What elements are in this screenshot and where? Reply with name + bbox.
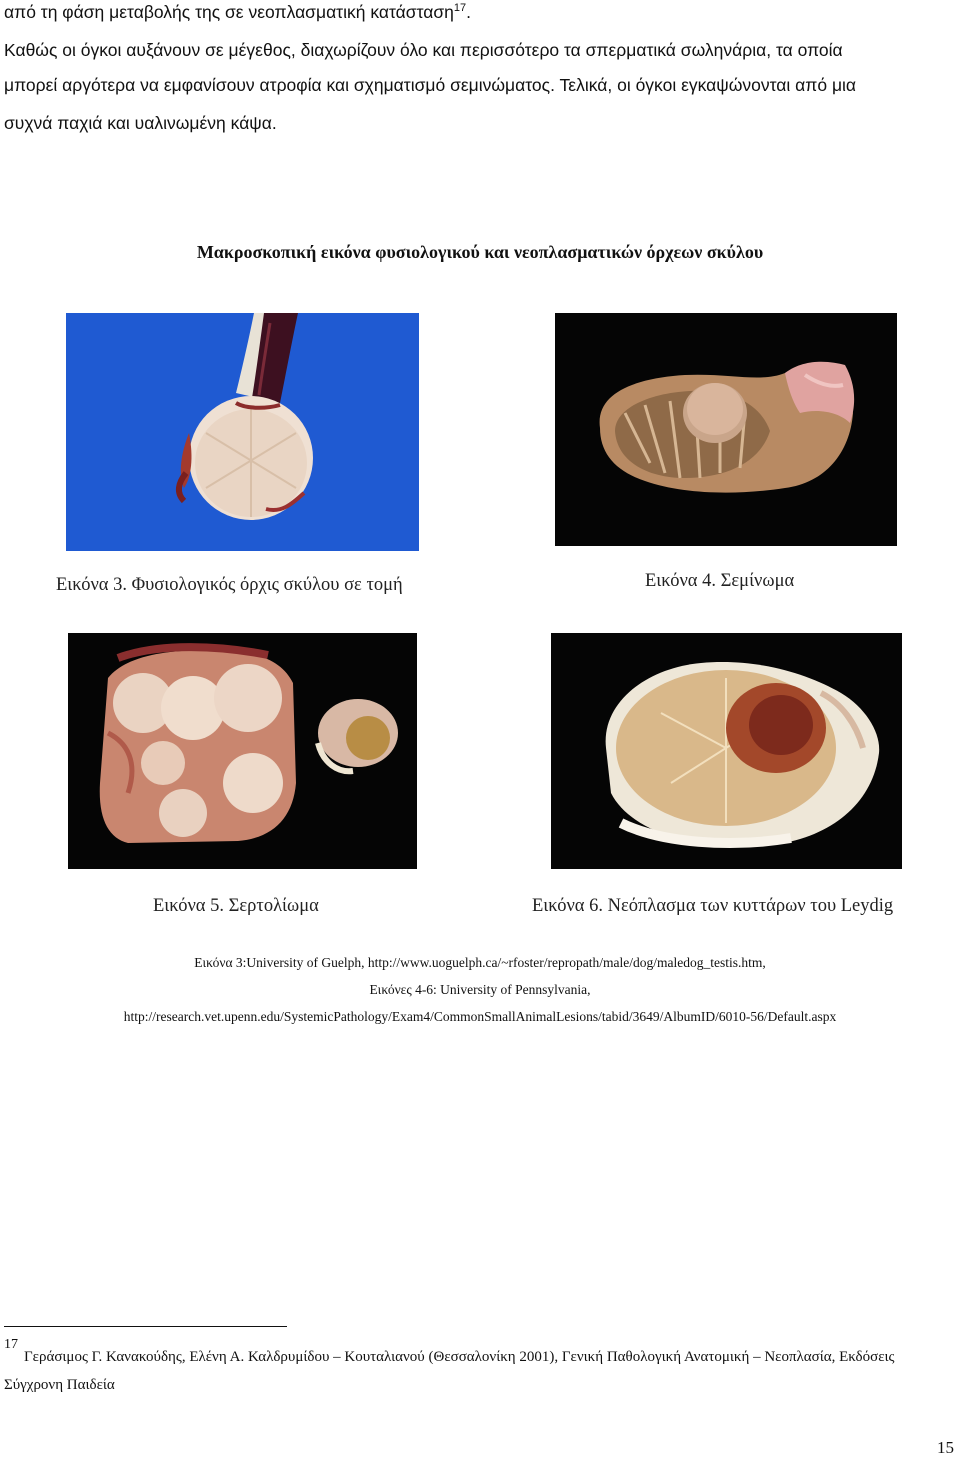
source-line-2: Εικόνες 4-6: University of Pennsylvania, bbox=[369, 982, 591, 997]
page-number: 15 bbox=[937, 1438, 954, 1457]
figure-3-image bbox=[66, 313, 419, 551]
footnote-number: 17 bbox=[4, 1337, 18, 1352]
figure-4-photo bbox=[555, 313, 897, 546]
footnote-line-2: Σύγχρονη Παιδεία bbox=[4, 1377, 115, 1393]
figure-5-caption: Εικόνα 5. Σερτολίωμα bbox=[153, 896, 319, 916]
figure-6-image bbox=[551, 633, 902, 869]
footnote-ref[interactable]: 17 bbox=[453, 2, 467, 15]
figure-4-image bbox=[555, 313, 897, 546]
figure-4-caption: Εικόνα 4. Σεμίνωμα bbox=[645, 571, 795, 591]
figure-5-image bbox=[68, 633, 417, 869]
body-line-3: μπορεί αργότερα να εμφανίσουν ατροφία και σχηματισμό σεμινώματος. Τελικά, οι όγκοι εγκαψώνονται από μια bbox=[4, 75, 857, 95]
figure-3-caption: Εικόνα 3. Φυσιολογικός όρχις σκύλου σε τομή bbox=[56, 575, 403, 595]
body-line-4: συχνά παχιά και υαλινωμένη κάψα. bbox=[4, 113, 277, 133]
figure-3-photo bbox=[66, 313, 419, 551]
footnote-line-1: Γεράσιμος Γ. Κανακούδης, Ελένη Α. Καλδρυμίδου – Κουταλιανού (Θεσσαλονίκη 2001), Γενική Παθολογική Ανατομική – Νεοπλασία, Εκδόσεις bbox=[24, 1349, 895, 1365]
body-line-2: Καθώς οι όγκοι αυξάνουν σε μέγεθος, διαχωρίζουν όλο και περισσότερο τα σπερματικά σωληνάρια, τα οποία bbox=[4, 40, 843, 60]
source-line-3[interactable]: http://research.vet.upenn.edu/SystemicPathology/Exam4/CommonSmallAnimalLesions/tabid/3649/AlbumID/6010-56/Default.aspx bbox=[123, 1009, 837, 1024]
figure-5-photo bbox=[68, 633, 417, 869]
body-line-1-text: από τη φάση μεταβολής της σε νεοπλασματική κατάσταση bbox=[4, 2, 454, 22]
body-line-1 bbox=[4, 2, 471, 23]
figure-section-heading: Μακροσκοπική εικόνα φυσιολογικού και νεοπλασματικών όρχεων σκύλου bbox=[196, 242, 764, 262]
figure-6-photo bbox=[551, 633, 902, 869]
source-line-1: Εικόνα 3:University of Guelph, http://www.uoguelph.ca/~rfoster/repropath/male/dog/maledog_testis.htm, bbox=[194, 955, 766, 970]
footnote-rule bbox=[4, 1326, 287, 1327]
body-line-1-end: . bbox=[466, 2, 472, 22]
figure-6-caption: Εικόνα 6. Νεόπλασμα των κυττάρων του Leydig bbox=[532, 896, 894, 916]
